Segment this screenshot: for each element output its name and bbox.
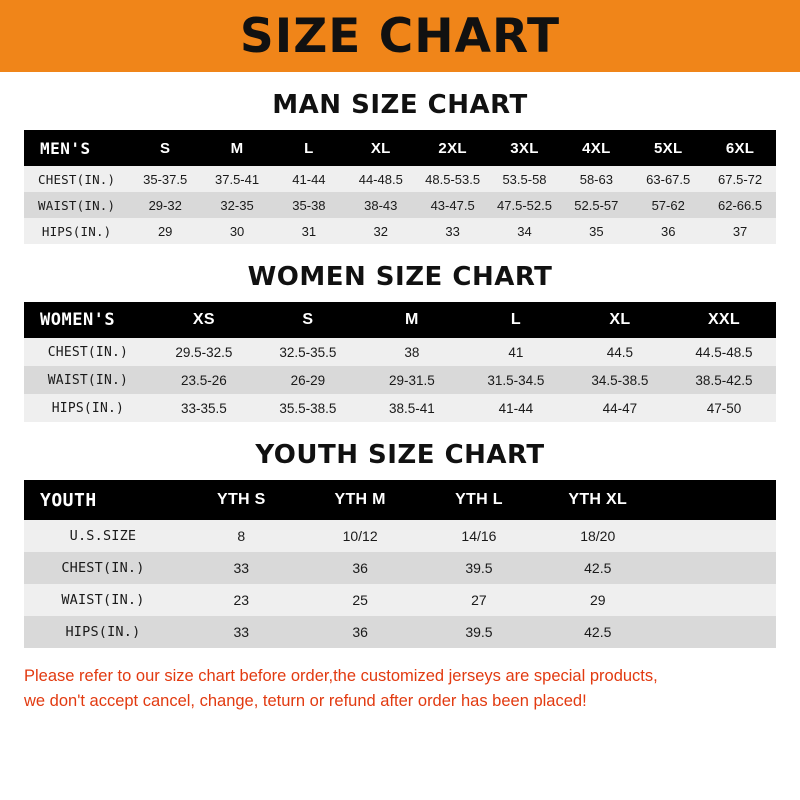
table-row — [24, 192, 776, 218]
cell: 42.5 — [584, 560, 612, 576]
row-label: HIPS(IN.) — [65, 624, 141, 640]
cell: 47.5-52.5 — [497, 197, 552, 213]
cell: 33 — [233, 560, 250, 576]
cell: 35 — [589, 223, 604, 239]
youth-col-empty — [657, 480, 776, 520]
cell: 58-63 — [579, 171, 613, 187]
cell: 44.5 — [606, 344, 634, 360]
cell: 29 — [589, 592, 606, 608]
cell: 57-62 — [651, 197, 685, 213]
footer-line-2: we don't accept cancel, change, teturn or refund after order has been placed! — [24, 691, 587, 710]
cell: 37.5-41 — [215, 171, 260, 187]
cell: 36 — [660, 223, 676, 239]
cell: 52.5-57 — [574, 197, 619, 213]
men-col-4xl: 4XL — [582, 139, 611, 157]
table-row — [24, 394, 776, 422]
cell: 31 — [301, 223, 317, 239]
men-col-5xl: 5XL — [654, 139, 683, 157]
cell: 48.5-53.5 — [425, 171, 481, 187]
youth-header-label: YOUTH — [40, 489, 97, 511]
men-col-3xl: 3XL — [510, 139, 539, 157]
cell: 32-35 — [220, 197, 254, 213]
cell: 33 — [445, 223, 460, 239]
cell: 8 — [237, 528, 246, 544]
cell: 33 — [233, 624, 250, 640]
row-label: HIPS(IN.) — [51, 400, 125, 416]
cell: 32 — [373, 223, 388, 239]
men-header-label: MEN'S — [40, 138, 91, 158]
men-col-l: L — [304, 139, 314, 157]
table-row — [24, 520, 776, 552]
women-size-table — [24, 302, 776, 422]
cell: 38 — [404, 344, 420, 360]
cell: 30 — [229, 223, 245, 239]
cell: 42.5 — [584, 624, 612, 640]
row-label: U.S.SIZE — [69, 528, 137, 544]
cell: 47-50 — [706, 400, 742, 416]
cell: 10/12 — [342, 528, 378, 544]
cell — [657, 616, 776, 648]
table-row — [24, 218, 776, 244]
cell: 23.5-26 — [180, 372, 227, 388]
cell: 33-35.5 — [180, 400, 227, 416]
cell: 62-66.5 — [718, 197, 763, 213]
footer-line-1: Please refer to our size chart before order,the customized jerseys are special products, — [24, 667, 658, 685]
header-band — [0, 0, 800, 72]
row-label: WAIST(IN.) — [61, 592, 145, 608]
women-col-l: L — [510, 311, 521, 328]
men-col-m: M — [230, 139, 244, 157]
cell: 34.5-38.5 — [591, 372, 649, 388]
cell: 43-47.5 — [430, 197, 475, 213]
cell: 27 — [471, 592, 487, 608]
cell: 63-67.5 — [646, 171, 691, 187]
cell: 36 — [352, 624, 368, 640]
cell: 29.5-32.5 — [175, 344, 233, 360]
table-header-row — [24, 480, 776, 520]
section-title-men: MAN SIZE CHART — [272, 90, 528, 120]
women-col-xxl: XXL — [707, 311, 740, 328]
cell: 36 — [352, 560, 368, 576]
youth-table-body — [24, 520, 776, 648]
men-col-s: S — [160, 139, 171, 157]
row-label: CHEST(IN.) — [38, 171, 116, 187]
table-row — [24, 366, 776, 394]
men-col-6xl: 6XL — [725, 139, 755, 157]
section-youth — [24, 440, 776, 648]
women-col-xs: XS — [192, 311, 215, 328]
page-title: SIZE CHART — [239, 8, 561, 64]
section-title-youth: YOUTH SIZE CHART — [255, 440, 545, 470]
table-row — [24, 338, 776, 366]
cell: 31.5-34.5 — [487, 372, 545, 388]
women-table-head — [24, 302, 776, 338]
section-women — [24, 262, 776, 422]
youth-col-m: YTH M — [334, 491, 386, 508]
cell: 41-44 — [498, 400, 534, 416]
cell: 38.5-41 — [388, 400, 435, 416]
cell: 39.5 — [465, 624, 493, 640]
content-area — [0, 90, 800, 714]
women-col-m: M — [405, 311, 419, 328]
cell: 35-38 — [292, 197, 326, 213]
cell: 44-47 — [602, 400, 638, 416]
cell — [657, 520, 776, 552]
cell: 34 — [517, 223, 532, 239]
women-table-body — [24, 338, 776, 422]
section-men — [24, 90, 776, 244]
cell: 25 — [352, 592, 368, 608]
youth-size-table — [24, 480, 776, 648]
section-title-women: WOMEN SIZE CHART — [247, 262, 553, 292]
row-label: WAIST(IN.) — [47, 372, 129, 388]
cell — [657, 584, 776, 616]
table-row — [24, 616, 776, 648]
cell: 14/16 — [461, 528, 497, 544]
cell: 32.5-35.5 — [279, 344, 337, 360]
cell: 53.5-58 — [502, 171, 547, 187]
row-label: HIPS(IN.) — [41, 223, 112, 239]
women-header-label: WOMEN'S — [40, 310, 116, 330]
youth-table-head — [24, 480, 776, 520]
men-size-table — [24, 130, 776, 244]
cell: 26-29 — [290, 372, 326, 388]
youth-col-l: YTH L — [455, 491, 503, 508]
youth-col-xl: YTH XL — [568, 491, 628, 508]
table-row — [24, 584, 776, 616]
cell: 38.5-42.5 — [695, 372, 753, 388]
cell: 35-37.5 — [143, 171, 188, 187]
cell: 41-44 — [292, 171, 326, 187]
cell: 29-31.5 — [388, 372, 435, 388]
cell: 18/20 — [580, 528, 616, 544]
table-row — [24, 552, 776, 584]
men-table-body — [24, 166, 776, 244]
cell: 44.5-48.5 — [695, 344, 753, 360]
cell: 44-48.5 — [358, 171, 403, 187]
cell: 67.5-72 — [718, 171, 763, 187]
women-col-s: S — [302, 311, 314, 328]
row-label: CHEST(IN.) — [47, 344, 129, 360]
cell: 29 — [157, 223, 173, 239]
row-label: WAIST(IN.) — [38, 197, 116, 213]
row-label: CHEST(IN.) — [61, 560, 145, 576]
cell: 37 — [732, 223, 748, 239]
table-header-row — [24, 302, 776, 338]
cell — [657, 552, 776, 584]
cell: 41 — [508, 344, 524, 360]
cell: 23 — [233, 592, 250, 608]
men-col-2xl: 2XL — [438, 139, 467, 157]
men-col-xl: XL — [370, 139, 391, 157]
cell: 39.5 — [465, 560, 493, 576]
men-table-head — [24, 130, 776, 166]
cell: 38-43 — [364, 197, 398, 213]
cell: 35.5-38.5 — [279, 400, 337, 416]
footer-note — [24, 664, 776, 714]
table-row — [24, 166, 776, 192]
youth-col-s: YTH S — [217, 491, 266, 508]
table-header-row — [24, 130, 776, 166]
women-col-xl: XL — [609, 311, 631, 328]
cell: 29-32 — [148, 197, 182, 213]
